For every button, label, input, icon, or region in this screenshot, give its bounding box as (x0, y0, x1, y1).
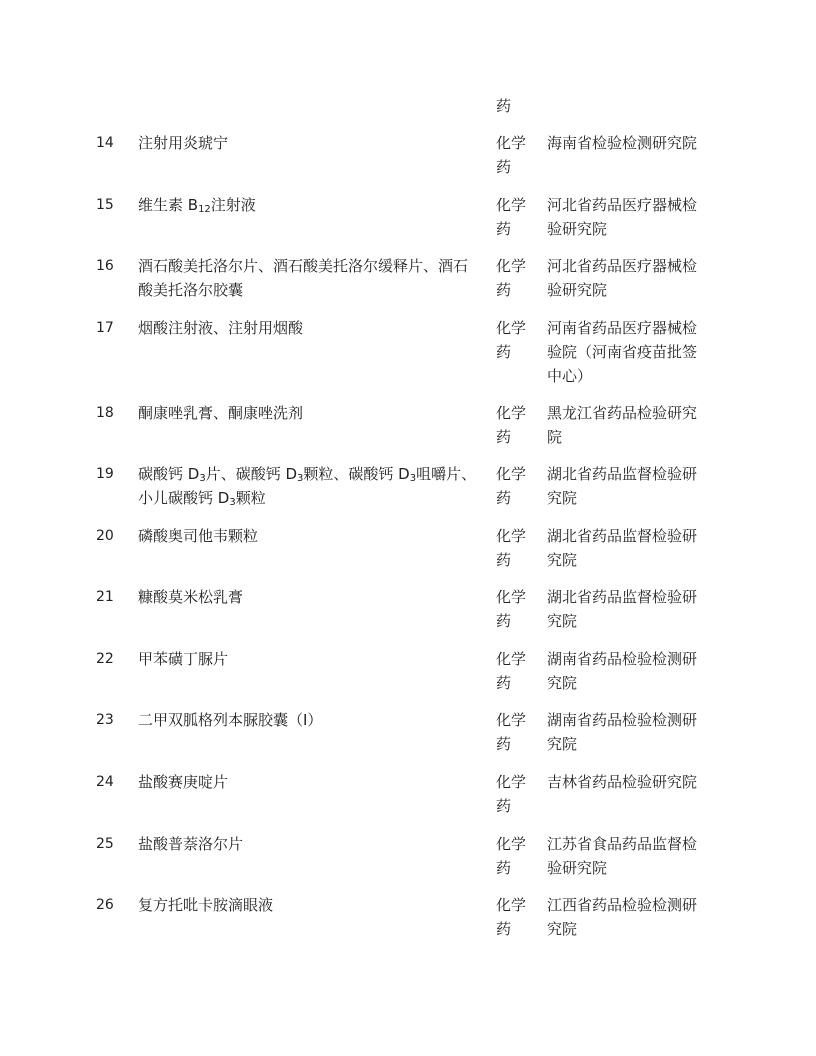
row-number: 17 (96, 320, 114, 336)
testing-institution: 湖南省药品检验检测研究院 (547, 650, 698, 692)
row-number: 15 (96, 197, 114, 213)
drug-name: 糠酸莫米松乳膏 (138, 588, 244, 606)
drug-category: 化学药 (496, 773, 527, 815)
table-row (0, 401, 816, 462)
row-number: 23 (96, 712, 114, 728)
table-row (0, 832, 816, 893)
row-number: 14 (96, 135, 114, 151)
drug-category: 化学药 (496, 650, 527, 692)
drug-name: 盐酸赛庚啶片 (138, 773, 229, 791)
drug-name: 磷酸奥司他韦颗粒 (138, 527, 259, 545)
drug-name (138, 462, 480, 510)
table-row (0, 131, 816, 193)
row-number: 20 (96, 528, 114, 544)
drug-name-subscript: 3 (199, 473, 206, 484)
drug-name-subscript: 3 (229, 497, 236, 508)
row-number: 19 (96, 466, 114, 482)
drug-name-subscript: 12 (198, 204, 211, 215)
drug-name: 烟酸注射液、注射用烟酸 (138, 319, 304, 337)
testing-institution: 吉林省药品检验研究院 (547, 773, 698, 791)
drug-category: 化学药 (496, 134, 527, 176)
drug-category: 化学药 (496, 404, 527, 446)
drug-name: 注射用炎琥宁 (138, 134, 229, 152)
row-number: 25 (96, 836, 114, 852)
table-row (0, 524, 816, 585)
drug-name-part: 维生素 B (138, 196, 199, 214)
testing-institution: 湖北省药品监督检验研究院 (547, 588, 698, 630)
drug-category: 化学药 (496, 835, 527, 877)
drug-category: 化学药 (496, 196, 527, 238)
testing-institution: 江西省药品检验检测研究院 (547, 896, 698, 938)
testing-institution: 黑龙江省药品检验研究院 (547, 404, 698, 446)
drug-name-subscript: 3 (409, 473, 417, 484)
testing-institution: 河北省药品医疗器械检验研究院 (547, 257, 698, 299)
drug-name-part: 碳酸钙 D (138, 465, 200, 483)
drug-category: 化学药 (496, 465, 527, 507)
drug-name-part: 咀嚼片、小儿碳酸钙 D (138, 465, 477, 507)
row-number: 24 (96, 774, 114, 790)
table-row (0, 893, 816, 955)
table-row (0, 647, 816, 708)
drug-name (138, 193, 480, 217)
drug-name-subscript: 3 (297, 473, 304, 484)
testing-institution: 江苏省食品药品监督检验研究院 (547, 835, 698, 877)
drug-table (0, 131, 816, 955)
row-number: 18 (96, 405, 114, 421)
drug-category: 化学药 (496, 527, 527, 569)
drug-name-part: 颗粒 (235, 489, 266, 507)
testing-institution: 湖北省药品监督检验研究院 (547, 465, 698, 507)
drug-category: 化学药 (496, 319, 527, 361)
drug-category: 化学药 (496, 257, 527, 299)
row-number: 21 (96, 589, 114, 605)
drug-name: 盐酸普萘洛尔片 (138, 835, 244, 853)
drug-name: 复方托吡卡胺滴眼液 (138, 896, 274, 914)
table-row (0, 316, 816, 401)
testing-institution: 湖北省药品监督检验研究院 (547, 527, 698, 569)
testing-institution: 河南省药品医疗器械检验院（河南省疫苗批签中心） (547, 319, 698, 385)
continued-category-cell: 药 (496, 97, 512, 115)
table-row (0, 462, 816, 524)
testing-institution: 湖南省药品检验检测研究院 (547, 711, 698, 753)
row-number: 16 (96, 258, 114, 274)
drug-name: 酒石酸美托洛尔片、酒石酸美托洛尔缓释片、酒石酸美托洛尔胶囊 (138, 257, 469, 299)
row-number: 22 (96, 651, 114, 667)
table-row (0, 770, 816, 832)
table-row (0, 193, 816, 254)
drug-category: 化学药 (496, 896, 527, 938)
drug-name: 酮康唑乳膏、酮康唑洗剂 (138, 404, 304, 422)
drug-category: 化学药 (496, 711, 527, 753)
table-row (0, 585, 816, 647)
drug-name-part: 注射液 (210, 196, 256, 214)
row-number: 26 (96, 897, 114, 913)
drug-name: 甲苯磺丁脲片 (138, 650, 229, 668)
testing-institution: 河北省药品医疗器械检验研究院 (547, 196, 698, 238)
drug-name-part: 片、碳酸钙 D (205, 465, 298, 483)
table-row (0, 254, 816, 316)
drug-name: 二甲双胍格列本脲胶囊（Ⅰ） (138, 711, 323, 729)
drug-category: 化学药 (496, 588, 527, 630)
testing-institution: 海南省检验检测研究院 (547, 134, 698, 152)
table-row (0, 708, 816, 770)
drug-name-part: 颗粒、碳酸钙 D (303, 465, 410, 483)
